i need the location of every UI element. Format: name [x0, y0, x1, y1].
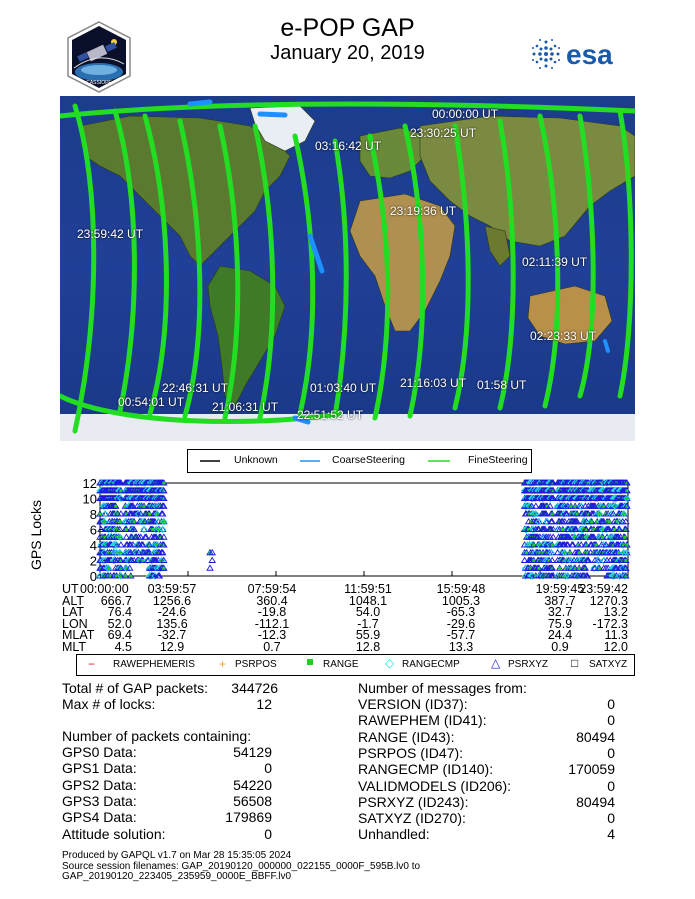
- diamond-icon: ◇: [385, 656, 395, 670]
- table-cell: 76.4: [107, 605, 132, 619]
- table-cell: 23:59:42: [579, 582, 628, 596]
- message-label: RAWEPHEM (ID41):: [358, 712, 487, 729]
- table-cell: 69.4: [107, 628, 132, 642]
- range-point: [602, 505, 605, 508]
- time-label: 22:51:52 UT: [297, 408, 364, 422]
- messages-header: Number of messages from:: [358, 680, 527, 696]
- table-cell: -19.8: [257, 605, 287, 619]
- legend-rawephemeris: RAWEPHEMERIS: [113, 659, 195, 670]
- range-point: [551, 513, 554, 516]
- y-tick-label: 12: [82, 476, 97, 491]
- time-label: 03:16:42 UT: [315, 139, 382, 153]
- table-row: [0, 595, 695, 607]
- table-cell: 0.7: [263, 639, 281, 654]
- message-label: RANGE (ID43):: [358, 728, 455, 745]
- range-point: [578, 551, 581, 554]
- range-point: [574, 505, 577, 508]
- y-tick-label: 10: [82, 491, 97, 507]
- row-label: MLT: [62, 639, 87, 654]
- range-point: [595, 544, 598, 547]
- table-cell: 13.3: [448, 639, 474, 654]
- range-point: [625, 489, 628, 492]
- footer-source-2: GAP_20190120_223405_235959_0000E_BBFF.lv0: [62, 871, 292, 882]
- row-label: LON: [62, 616, 88, 631]
- svg-text:esa: esa: [566, 39, 613, 70]
- table-row: [0, 641, 695, 653]
- time-label: 02:11:39 UT: [522, 255, 588, 269]
- table-cell: 12.9: [159, 639, 185, 654]
- message-value: 0: [607, 810, 615, 827]
- table-cell: 07:59:54: [247, 582, 297, 596]
- table-row: [0, 629, 695, 641]
- legend-satxyz: SATXYZ: [589, 659, 628, 670]
- mission-logo: [62, 20, 136, 94]
- message-label: Unhandled:: [358, 826, 430, 843]
- triangle-icon: △: [491, 656, 501, 670]
- packet-label: GPS3 Data:: [62, 792, 137, 809]
- y-tick-label: 6: [89, 522, 97, 538]
- table-cell: 13.2: [603, 605, 628, 619]
- range-point: [625, 544, 628, 547]
- y-axis-label: GPS Locks: [28, 499, 44, 570]
- time-label: 22:46:31 UT: [162, 381, 229, 395]
- table-cell: 54.0: [355, 605, 381, 619]
- packet-value: 0: [264, 760, 272, 777]
- message-value: 0: [607, 777, 615, 794]
- packet-label: Attitude solution:: [62, 825, 166, 842]
- table-cell: 666.7: [100, 593, 132, 608]
- range-point: [532, 544, 535, 547]
- range-point: [601, 536, 604, 539]
- range-point: [590, 520, 593, 523]
- range-point: [124, 575, 127, 578]
- table-cell: -57.7: [446, 628, 476, 642]
- row-label: ALT: [62, 593, 84, 608]
- range-point: [622, 513, 625, 516]
- table-cell: 387.7: [544, 593, 576, 608]
- total-packets-label: Total # of GAP packets:: [62, 680, 209, 696]
- table-cell: 24.4: [547, 628, 573, 642]
- table-cell: -29.6: [446, 616, 476, 631]
- square-outline-icon: □: [571, 656, 579, 670]
- legend-psrxyz: PSRXYZ: [508, 659, 549, 670]
- legend-coarse-steering: CoarseSteering: [332, 454, 405, 466]
- table-cell: -112.1: [254, 616, 290, 631]
- range-point: [625, 497, 628, 500]
- range-point: [578, 567, 581, 570]
- table-cell: 135.6: [156, 616, 188, 631]
- time-label: 01:03:40 UT: [310, 381, 377, 395]
- table-cell: 75.9: [547, 616, 573, 631]
- orbit-map: [60, 96, 635, 441]
- packet-label: GPS4 Data:: [62, 809, 137, 826]
- table-cell: -1.7: [357, 616, 379, 631]
- message-value: 0: [607, 712, 615, 729]
- range-point: [624, 559, 627, 562]
- range-point: [598, 567, 601, 570]
- range-point: [569, 505, 572, 508]
- message-label: RANGECMP (ID140):: [358, 761, 494, 778]
- time-label: 21:16:03 UT: [400, 376, 467, 390]
- table-cell: 1005.3: [441, 593, 481, 608]
- max-locks-label: Max # of locks:: [62, 696, 156, 712]
- table-cell: 12.0: [603, 639, 628, 654]
- psrxyz-point: [207, 565, 213, 570]
- range-point: [148, 513, 151, 516]
- y-tick-label: 2: [89, 553, 97, 569]
- packet-label: GPS1 Data:: [62, 760, 137, 777]
- legend-unknown: Unknown: [234, 454, 278, 466]
- range-point: [114, 505, 117, 508]
- table-row: [0, 606, 695, 618]
- message-value: 80494: [576, 728, 615, 745]
- range-point: [143, 505, 146, 508]
- y-tick-label: 4: [89, 538, 97, 553]
- message-label: VALIDMODELS (ID206):: [358, 777, 512, 794]
- table-cell: 19:59:45: [535, 582, 585, 596]
- table-cell: 11.3: [604, 628, 628, 642]
- footer-produced: Produced by GAPQL v1.7 on Mar 28 15:35:05 2024: [62, 850, 292, 861]
- range-point: [162, 482, 165, 485]
- time-label: 21:06:31 UT: [212, 400, 279, 414]
- range-point: [525, 551, 528, 554]
- packet-value: 179869: [225, 809, 272, 826]
- svg-text:CASSIOPE: CASSIOPE: [86, 80, 112, 86]
- range-point: [99, 513, 102, 516]
- table-cell: 03:59:57: [147, 582, 197, 596]
- message-value: 170059: [568, 761, 615, 778]
- message-label: PSRXYZ (ID243):: [358, 793, 469, 810]
- table-cell: -172.3: [592, 616, 628, 631]
- row-label: UT: [62, 582, 79, 596]
- row-label: LAT: [62, 605, 84, 619]
- time-label: 01:58 UT: [477, 378, 527, 392]
- packet-value: 0: [264, 825, 272, 842]
- range-point: [118, 536, 121, 539]
- range-point: [129, 575, 132, 578]
- range-point: [162, 520, 165, 523]
- plus-icon: +: [219, 657, 227, 671]
- table-cell: -65.3: [446, 605, 476, 619]
- range-point: [156, 513, 159, 516]
- range-point: [598, 513, 601, 516]
- range-point: [623, 536, 626, 539]
- esa-logo: [528, 34, 638, 74]
- legend-range: RANGE: [323, 659, 359, 670]
- range-point: [608, 520, 611, 523]
- square-icon: [307, 659, 313, 665]
- table-cell: 4.5: [114, 639, 132, 654]
- table-cell: 1256.6: [152, 593, 192, 608]
- time-label: 23:19:36 UT: [390, 204, 457, 218]
- page-subtitle: January 20, 2019: [270, 42, 425, 64]
- dash-icon: −: [88, 657, 96, 671]
- range-point: [103, 520, 106, 523]
- range-point: [558, 567, 561, 570]
- table-cell: 12.8: [355, 639, 381, 654]
- table-cell: 0.9: [551, 639, 569, 654]
- table-cell: 11:59:51: [344, 582, 392, 596]
- map-legend: [187, 449, 532, 473]
- time-label: 02:23:33 UT: [530, 329, 597, 343]
- range-point: [119, 489, 122, 492]
- y-tick-label: 8: [89, 507, 97, 522]
- page-title: e-POP GAP: [280, 14, 415, 42]
- range-point: [133, 520, 136, 523]
- psrxyz-point: [209, 558, 215, 563]
- message-value: 0: [607, 696, 615, 712]
- footer-source-1: Source session filenames: GAP_20190120_000000_022155_0000F_595B.lv0 to: [62, 861, 421, 872]
- range-point: [118, 551, 121, 554]
- gps-legend: [76, 654, 635, 676]
- range-point: [125, 528, 128, 531]
- max-locks-value: 12: [256, 696, 272, 712]
- table-cell: 52.0: [107, 616, 132, 631]
- message-value: 80494: [576, 793, 615, 810]
- range-point: [613, 528, 616, 531]
- packet-value: 54220: [233, 776, 272, 793]
- range-point: [576, 513, 579, 516]
- message-label: SATXYZ (ID270):: [358, 810, 466, 827]
- table-cell: -32.7: [157, 628, 187, 642]
- table-cell: 55.9: [355, 628, 381, 642]
- time-label: 23:30:25 UT: [410, 126, 477, 140]
- range-point: [162, 567, 165, 570]
- legend-psrpos: PSRPOS: [235, 659, 277, 670]
- range-point: [532, 559, 535, 562]
- table-cell: 32.7: [547, 605, 573, 619]
- table-cell: 1048.1: [348, 593, 388, 608]
- range-point: [568, 551, 571, 554]
- table-cell: 15:59:48: [436, 582, 486, 596]
- total-packets-value: 344726: [231, 680, 278, 696]
- packet-value: 54129: [233, 744, 272, 760]
- packet-value: 56508: [233, 792, 272, 809]
- message-label: VERSION (ID37):: [358, 696, 468, 712]
- time-label: 23:59:42 UT: [77, 227, 144, 241]
- message-value: 0: [607, 744, 615, 761]
- table-row: [0, 618, 695, 630]
- table-cell: 360.4: [256, 593, 288, 608]
- range-point: [107, 567, 110, 570]
- range-point: [118, 520, 121, 523]
- packet-label: GPS2 Data:: [62, 776, 137, 793]
- time-label: 00:54:01 UT: [118, 395, 185, 409]
- row-label: MLAT: [62, 628, 95, 642]
- message-label: PSRPOS (ID47):: [358, 744, 464, 761]
- range-point: [551, 544, 554, 547]
- range-point: [585, 544, 588, 547]
- time-label: 00:00:00 UT: [432, 107, 499, 121]
- packets-header: Number of packets containing:: [62, 728, 252, 744]
- table-cell: -24.6: [157, 605, 187, 619]
- range-point: [563, 551, 566, 554]
- message-value: 4: [607, 826, 615, 843]
- range-point: [617, 551, 620, 554]
- legend-rangecmp: RANGECMP: [402, 659, 460, 670]
- packet-label: GPS0 Data:: [62, 744, 137, 760]
- table-cell: -12.3: [257, 628, 287, 642]
- range-point: [537, 567, 540, 570]
- orbit-table: [0, 583, 695, 653]
- table-cell: 00:00:00: [80, 582, 129, 596]
- y-tick-label: 0: [89, 569, 97, 584]
- table-cell: 1270.3: [589, 593, 628, 608]
- legend-fine-steering: FineSteering: [468, 454, 528, 466]
